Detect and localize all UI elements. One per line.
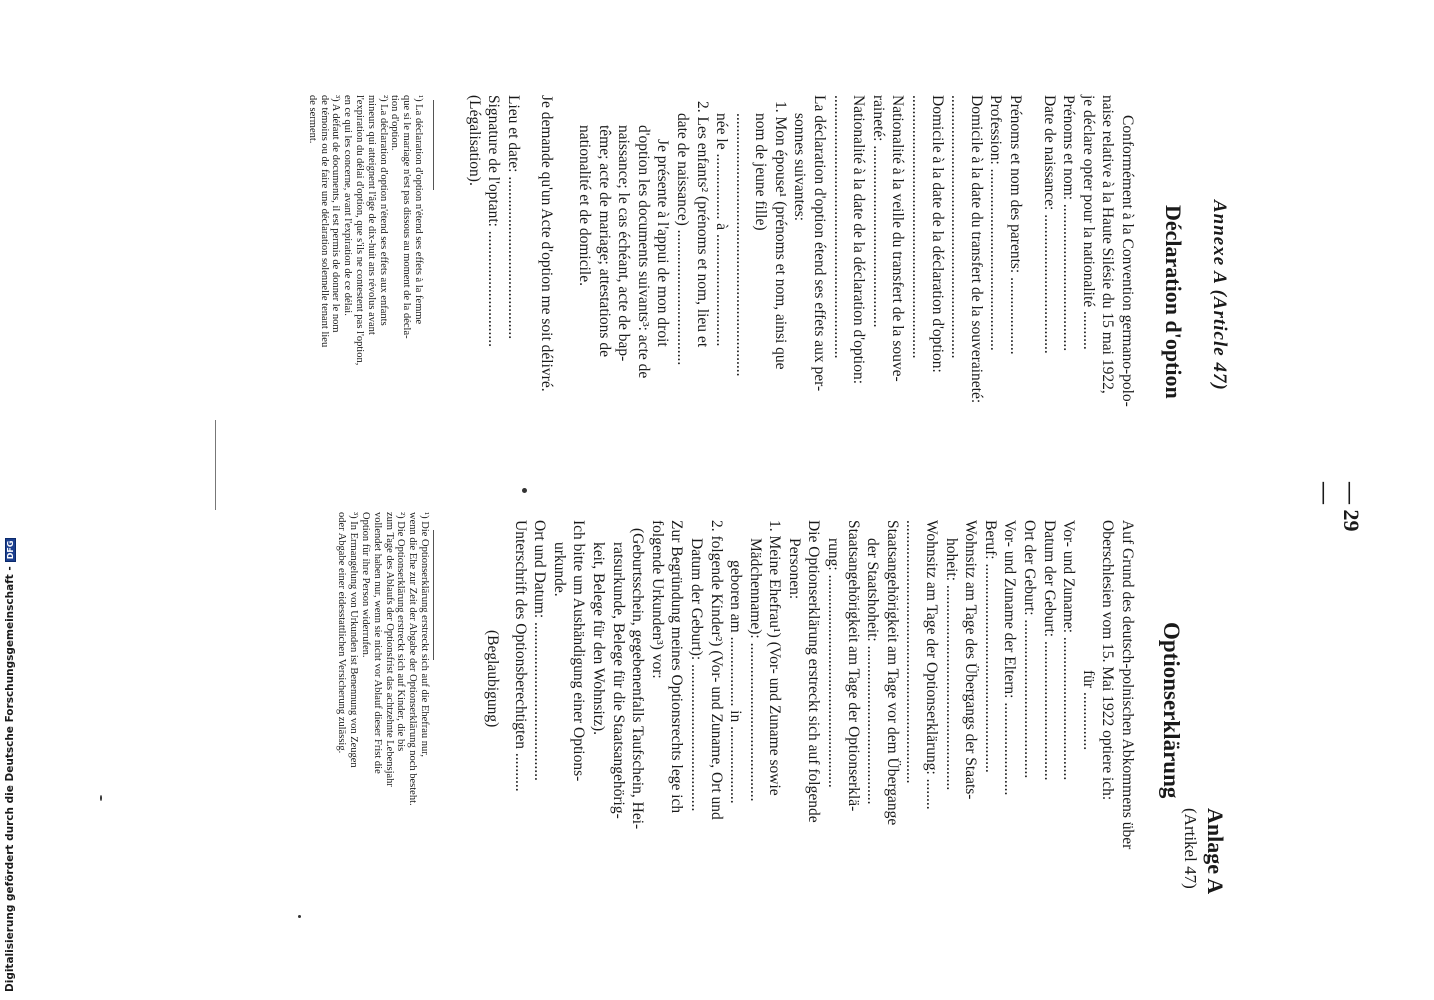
german-footnote-rule: [433, 530, 434, 660]
german-annex-subtitle-text: (Artikel 47): [1181, 808, 1200, 889]
text-line: Datum der Geburt): ......................................: [687, 538, 705, 812]
text-line: zum Tage des Ablaufs der Optionsfrist das achtzehnte Lebensjahr: [383, 512, 395, 787]
text-line: Nationalité à la veille du transfert de la souve-: [889, 95, 907, 382]
text-line: 2. folgende Kinder²) (Vor- und Zuname, Ort und: [707, 520, 725, 820]
text-line: de serment.: [306, 95, 318, 144]
text-line: urkunde.: [550, 542, 568, 597]
scan-speck: [522, 488, 527, 493]
text-line: naise relative à la Haute Silésie du 15 mai 1922,: [1099, 95, 1117, 394]
text-line: Domicile à la date de la déclaration d'option:: [928, 95, 946, 373]
text-line: ³) A défaut de documents, il est permis de donner le nom: [330, 95, 342, 333]
text-line: Je demande qu'un Acte d'option me soit délivré.: [538, 95, 556, 392]
text-line: raineté: ...............................................: [869, 95, 887, 328]
dfg-logo: DFG: [5, 538, 16, 563]
german-footnote-lines: [336, 512, 430, 806]
french-section-title: [1160, 205, 1186, 399]
text-line: 2. Les enfants² (prénoms et nom, lieu et: [693, 101, 711, 348]
french-annex-title-text: Annexe A (Article 47): [1209, 200, 1230, 391]
text-line: Datum der Geburt: ....................................: [1040, 520, 1058, 781]
text-line: nationalité et de domicile.: [575, 125, 593, 286]
german-annex-title: [1202, 808, 1228, 894]
french-footnotes: [306, 95, 424, 365]
text-line: ³) In Ermangelung von Urkunden ist Benennung von Zeugen: [348, 512, 360, 768]
text-line: Beruf: ......................................................: [981, 520, 999, 773]
german-section-title-text: Optionserklärung: [1159, 622, 1184, 799]
text-line: ....................................................................: [948, 95, 966, 359]
text-line: que si le mariage n'est pas dissous au moment de la décla-: [401, 95, 413, 339]
text-line: Mädchenname): .........................................: [746, 538, 764, 802]
german-annex-label: Anlage A: [1203, 808, 1228, 895]
german-body-lines: [482, 520, 1137, 849]
german-annex-subtitle: [1180, 808, 1200, 889]
text-line: Oberschlesien vom 15. Mai 1922 optiere ich:: [1099, 520, 1117, 801]
center-divider-mark: [215, 420, 216, 510]
text-line: ....................................................................: [909, 95, 927, 359]
text-line: Staatsangehörigkeit am Tage vor dem Übergange: [883, 520, 901, 826]
german-section-title: [1158, 622, 1184, 798]
text-line: Wohnsitz am Tage des Übergangs der Staats-: [962, 520, 980, 800]
text-line: en ce qui les concerne, avant l'expiration de ce délai.: [342, 95, 354, 316]
text-line: ratsurkunde, Belege für die Staatsangehörig-: [609, 542, 627, 819]
text-line: Personen:: [785, 538, 803, 600]
text-line: (Légalisation).: [465, 95, 483, 186]
german-body: [482, 520, 1137, 849]
text-line: geboren am .................. in ....................: [727, 560, 745, 804]
text-line: (Beglaubigung): [484, 630, 501, 728]
page-number: [1312, 482, 1364, 552]
text-line: ²) La déclaration d'option n'étend ses effets aux enfants: [377, 95, 389, 326]
text-line: Auf Grund des deutsch-polnischen Abkommens über: [1119, 520, 1136, 850]
text-line: ....................................................................: [830, 95, 848, 359]
text-line: folgende Urkunden³) vor:: [648, 520, 666, 679]
text-line: La déclaration d'option étend ses effets aux per-: [811, 95, 829, 392]
french-body: [464, 95, 1137, 407]
scan-speck: [100, 795, 102, 801]
french-body-lines: [464, 95, 1137, 407]
text-line: Prénoms et nom: ......................................: [1060, 95, 1078, 352]
text-line: Conformément à la Convention germano-polo-: [1119, 115, 1136, 407]
text-line: date de naissance) ...................................: [673, 113, 691, 366]
german-footnotes: [336, 512, 430, 806]
french-footnote-lines: [306, 95, 424, 365]
text-line: keit, Belege für den Wohnsitz).: [589, 542, 607, 736]
text-line: Staatsangehörigkeit am Tage der Optionserklä-: [844, 520, 862, 812]
text-line: naissance; le cas échéant, acte de bap-: [615, 125, 633, 362]
text-line: Vor- und Zuname der Eltern: ........................: [1001, 520, 1019, 796]
text-line: Domicile à la date du transfert de la souveraineté:: [967, 95, 985, 404]
text-line: Date de naissance: ....................................: [1040, 95, 1058, 354]
text-line: rung: .......................................................: [825, 538, 843, 788]
text-line: ....................................................................: [903, 520, 921, 784]
text-line: 1. Mon épouse¹ (prénoms et nom, ainsi que: [771, 101, 789, 370]
text-line: Vor- und Zuname: .....................................: [1060, 520, 1078, 781]
text-line: für ...............: [1079, 670, 1097, 751]
text-line: Wohnsitz am Tage der Optionserklärung: ........: [923, 520, 941, 810]
text-line: (Geburtsschein, gegebenenfalls Taufschein, Hei-: [629, 528, 647, 830]
text-line: der Staatshoheit: .........................................: [864, 538, 882, 805]
french-annex-title: [1208, 200, 1230, 391]
text-line: mineurs qui atteignent l'âge de dix-huit ans révolus avant: [365, 95, 377, 335]
text-line: de témoins ou de faire une déclaration solennelle tenant lieu: [318, 95, 330, 348]
french-section-title-text: Déclaration d'option: [1161, 205, 1186, 399]
page-number-text: — 29 —: [1313, 482, 1364, 532]
digitization-credit-text: Digitalisierung gefördert durch die Deutsche Forschungsgemeinschaft -: [4, 566, 16, 992]
text-line: l'expiration du délai d'option, que s'ils ne contestent pas l'option,: [354, 95, 366, 366]
text-line: d'option les documents suivants³: acte de: [634, 125, 652, 379]
text-line: ....................................................................: [732, 113, 750, 377]
spacer: [1025, 95, 1039, 407]
text-line: Nationalité à la date de la déclaration d'option:: [850, 95, 868, 384]
text-line: tion d'option.: [389, 95, 401, 151]
text-line: ¹) Die Optionserklärung erstreckt sich auf die Ehefrau nur,: [419, 512, 430, 758]
digitization-credit: [4, 538, 16, 992]
text-line: Ort der Geburt: .........................................: [1021, 520, 1039, 779]
text-line: Option für ihre Person widerrufen.: [360, 512, 372, 658]
text-line: je déclare opter pour la nationalité ..........: [1079, 95, 1097, 350]
text-line: hoheit: .....................................................: [942, 538, 960, 791]
text-line: Die Optionserklärung erstreckt sich auf folgende: [805, 520, 823, 823]
text-line: oder Abgabe einer eidesstattlichen Versicherung zulässig.: [336, 512, 348, 754]
text-line: Profession: ...............................................: [987, 95, 1005, 351]
text-line: Zur Begründung meines Optionsrechts lege ich: [668, 520, 686, 814]
text-line: nom de jeune fille): [752, 113, 770, 231]
text-line: ¹) La déclaration d'option n'étend ses effets à la femme: [413, 95, 424, 325]
text-line: Ich bitte um Aushändigung einer Options-: [570, 520, 588, 782]
text-line: wenn die Ehe zur Zeit der Abgabe der Optionserklärung noch besteht.: [407, 512, 419, 806]
french-footnote-rule: [433, 100, 434, 190]
text-line: Unterschrift des Optionsberechtigten ..........: [511, 520, 529, 792]
text-line: Ort und Datum: .........................................: [531, 520, 549, 781]
text-line: Je présente à l'appui de mon droit: [654, 139, 672, 347]
scan-speck: [298, 915, 301, 918]
text-line: Signature de l'optant: ..............................: [485, 95, 503, 348]
text-line: Prénoms et nom des parents: ....................: [1007, 95, 1025, 355]
text-line: née le ................. à .............................: [713, 113, 731, 347]
text-line: Lieu et date: ..........................................: [504, 95, 522, 340]
text-line: sonnes suivantes:: [791, 113, 809, 222]
text-line: 1. Meine Ehefrau¹) (Vor- und Zuname sowie: [766, 520, 784, 796]
text-line: vollendet haben nur, wenn sie nicht vor Ablauf dieser Frist die: [371, 512, 383, 774]
text-line: tême; acte de mariage; attestations de: [595, 125, 613, 357]
text-line: ²) Die Optionserklärung erstreckt sich auf Kinder, die bis: [395, 512, 407, 752]
